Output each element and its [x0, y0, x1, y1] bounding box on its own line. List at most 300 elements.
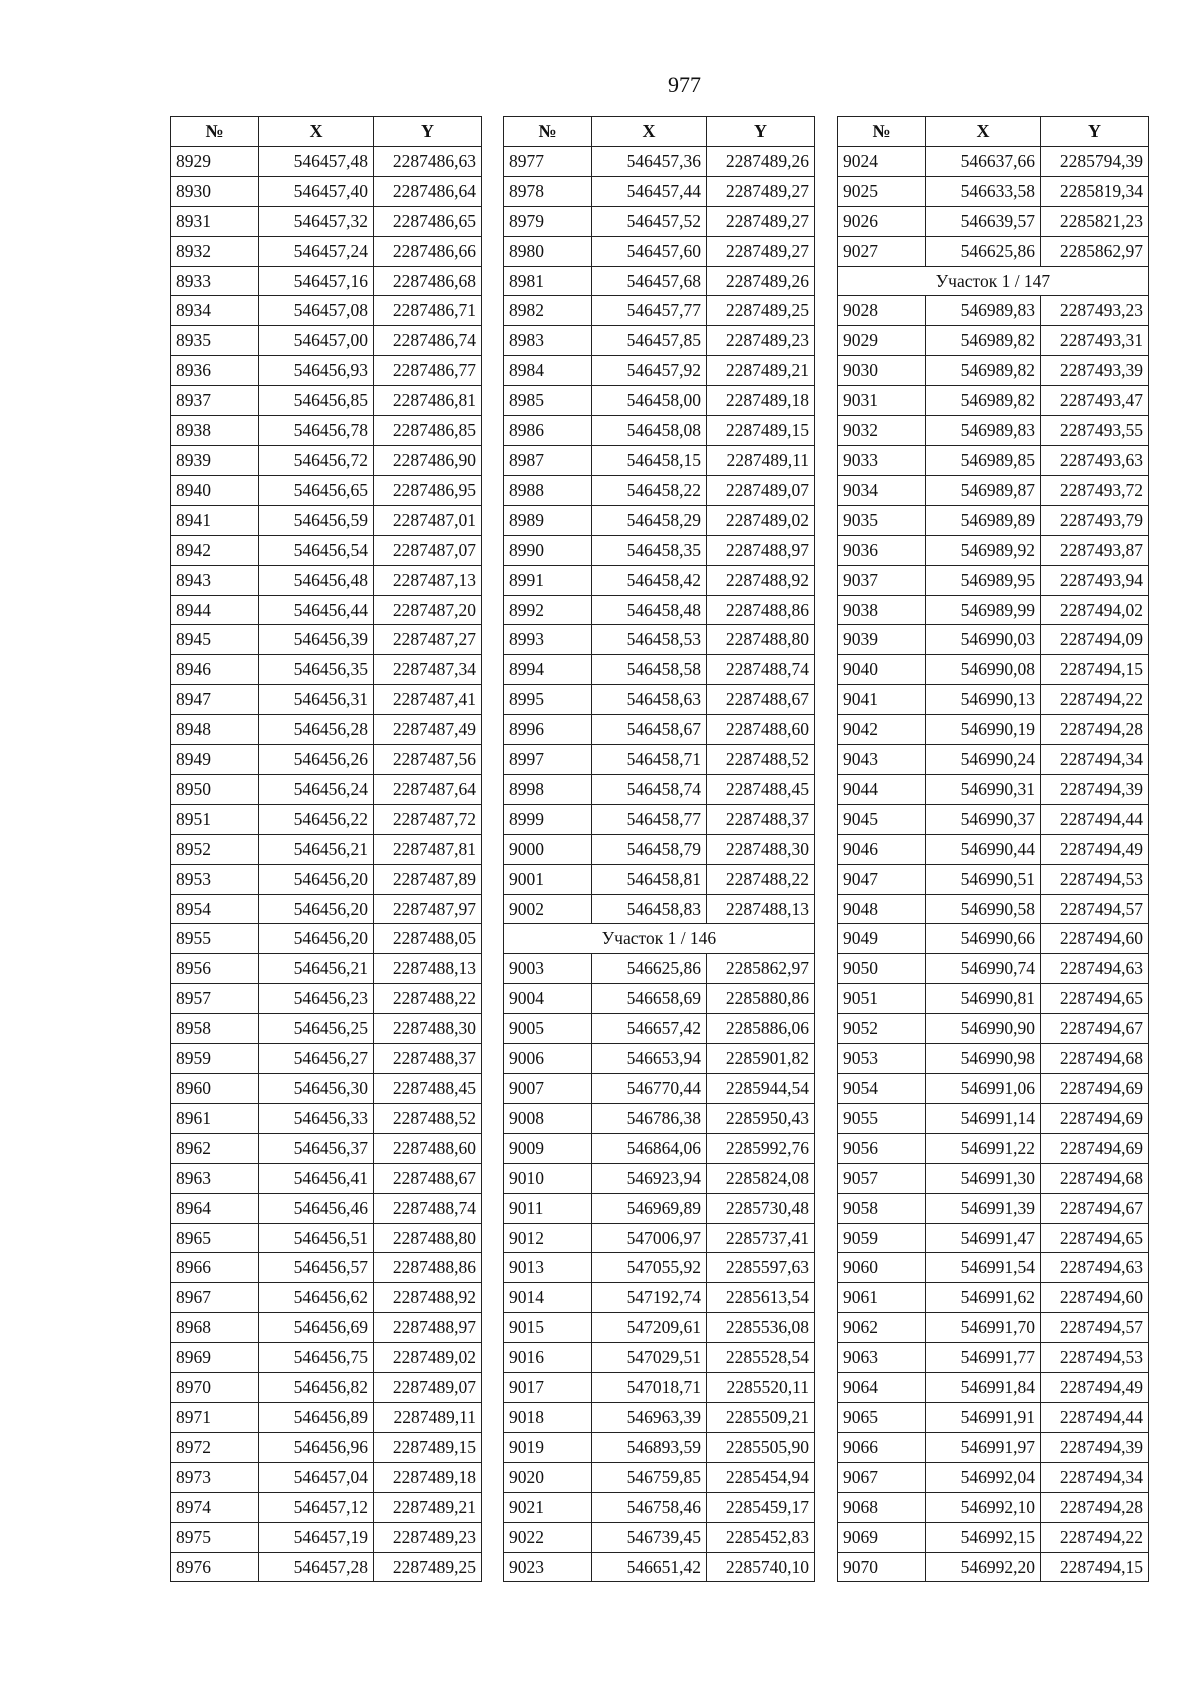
table-row	[838, 206, 1149, 236]
table-row	[838, 176, 1149, 206]
table-row	[504, 774, 815, 804]
table-row	[838, 864, 1149, 894]
section-row	[838, 266, 1149, 296]
x-coordinate-cell: 546456,48	[259, 565, 374, 595]
table-row	[504, 1014, 815, 1044]
y-coordinate-cell: 2287486,64	[374, 176, 482, 206]
point-number-cell: 9036	[838, 535, 926, 565]
point-number-cell: 9001	[504, 864, 592, 894]
y-coordinate-cell: 2287493,87	[1041, 535, 1149, 565]
y-coordinate-cell: 2287488,74	[707, 655, 815, 685]
y-coordinate-cell: 2285730,48	[707, 1193, 815, 1223]
y-coordinate-cell: 2287493,94	[1041, 565, 1149, 595]
y-coordinate-cell: 2287494,49	[1041, 834, 1149, 864]
table-row	[171, 655, 482, 685]
table-row	[171, 984, 482, 1014]
y-coordinate-cell: 2287487,56	[374, 745, 482, 775]
x-coordinate-cell: 546457,08	[259, 296, 374, 326]
table-row	[171, 864, 482, 894]
y-coordinate-cell: 2285794,39	[1041, 146, 1149, 176]
x-coordinate-cell: 546991,77	[926, 1343, 1041, 1373]
point-number-cell: 9000	[504, 834, 592, 864]
x-coordinate-cell: 547006,97	[592, 1223, 707, 1253]
point-number-cell: 9004	[504, 984, 592, 1014]
y-coordinate-cell: 2287488,30	[707, 834, 815, 864]
point-number-cell: 9025	[838, 176, 926, 206]
point-number-cell: 9010	[504, 1163, 592, 1193]
table-header-row	[171, 117, 482, 147]
table-row	[171, 1014, 482, 1044]
x-coordinate-cell: 546457,28	[259, 1552, 374, 1582]
x-coordinate-cell: 546758,46	[592, 1492, 707, 1522]
point-number-cell: 9028	[838, 296, 926, 326]
x-coordinate-cell: 546458,71	[592, 745, 707, 775]
point-number-cell: 9052	[838, 1014, 926, 1044]
point-number-cell: 9006	[504, 1044, 592, 1074]
table-row	[171, 834, 482, 864]
point-number-cell: 8941	[171, 505, 259, 535]
y-coordinate-cell: 2285613,54	[707, 1283, 815, 1313]
y-coordinate-cell: 2285454,94	[707, 1462, 815, 1492]
x-coordinate-cell: 546457,77	[592, 296, 707, 326]
table-row	[171, 326, 482, 356]
point-number-cell: 8942	[171, 535, 259, 565]
x-coordinate-cell: 546990,37	[926, 804, 1041, 834]
table-row	[838, 1014, 1149, 1044]
table-row	[838, 1253, 1149, 1283]
table-row	[504, 356, 815, 386]
table-row	[504, 1552, 815, 1582]
point-number-cell: 8952	[171, 834, 259, 864]
table-row	[838, 1492, 1149, 1522]
y-coordinate-cell: 2287494,49	[1041, 1373, 1149, 1403]
x-coordinate-cell: 546991,91	[926, 1402, 1041, 1432]
x-coordinate-cell: 546990,19	[926, 715, 1041, 745]
table-row	[171, 1044, 482, 1074]
point-number-cell: 8958	[171, 1014, 259, 1044]
x-coordinate-cell: 546456,85	[259, 386, 374, 416]
point-number-cell: 8981	[504, 266, 592, 296]
y-coordinate-cell: 2287494,39	[1041, 774, 1149, 804]
point-number-cell: 9045	[838, 804, 926, 834]
point-number-cell: 8956	[171, 954, 259, 984]
x-coordinate-cell: 546456,20	[259, 924, 374, 954]
table-row	[504, 1462, 815, 1492]
y-coordinate-cell: 2287489,18	[707, 386, 815, 416]
y-coordinate-cell: 2287488,97	[707, 535, 815, 565]
y-coordinate-cell: 2287494,69	[1041, 1074, 1149, 1104]
table-row	[838, 505, 1149, 535]
x-coordinate-cell: 546458,29	[592, 505, 707, 535]
y-coordinate-cell: 2287488,13	[374, 954, 482, 984]
point-number-cell: 9003	[504, 954, 592, 984]
table-row	[504, 1163, 815, 1193]
point-number-cell: 8997	[504, 745, 592, 775]
y-coordinate-cell: 2287488,22	[707, 864, 815, 894]
table-row	[171, 505, 482, 535]
point-number-cell: 9058	[838, 1193, 926, 1223]
point-number-cell: 8943	[171, 565, 259, 595]
x-coordinate-cell: 546457,52	[592, 206, 707, 236]
table-row	[838, 1103, 1149, 1133]
table-row	[504, 326, 815, 356]
table-row	[504, 1432, 815, 1462]
point-number-cell: 8960	[171, 1074, 259, 1104]
coordinates-table-1	[170, 116, 482, 1582]
x-coordinate-cell: 546770,44	[592, 1074, 707, 1104]
table-row	[838, 894, 1149, 924]
table-row	[504, 1283, 815, 1313]
x-coordinate-cell: 546990,44	[926, 834, 1041, 864]
y-coordinate-cell: 2287494,15	[1041, 1552, 1149, 1582]
table-row	[171, 386, 482, 416]
y-coordinate-cell: 2287494,22	[1041, 1522, 1149, 1552]
point-number-cell: 9009	[504, 1133, 592, 1163]
point-number-cell: 8990	[504, 535, 592, 565]
x-coordinate-cell: 546456,41	[259, 1163, 374, 1193]
y-coordinate-cell: 2287488,45	[707, 774, 815, 804]
page-number: 977	[668, 72, 701, 97]
header-y: Y	[707, 117, 815, 147]
y-coordinate-cell: 2287494,60	[1041, 1283, 1149, 1313]
coordinates-table-2	[503, 116, 815, 1582]
table-row	[171, 1163, 482, 1193]
point-number-cell: 9070	[838, 1552, 926, 1582]
table-row	[171, 894, 482, 924]
y-coordinate-cell: 2287494,53	[1041, 864, 1149, 894]
x-coordinate-cell: 546658,69	[592, 984, 707, 1014]
point-number-cell: 8937	[171, 386, 259, 416]
table-row	[838, 326, 1149, 356]
point-number-cell: 8931	[171, 206, 259, 236]
x-coordinate-cell: 546990,81	[926, 984, 1041, 1014]
y-coordinate-cell: 2287487,97	[374, 894, 482, 924]
y-coordinate-cell: 2287487,13	[374, 565, 482, 595]
y-coordinate-cell: 2287489,18	[374, 1462, 482, 1492]
table-row	[838, 1074, 1149, 1104]
y-coordinate-cell: 2287487,07	[374, 535, 482, 565]
x-coordinate-cell: 546456,46	[259, 1193, 374, 1223]
x-coordinate-cell: 546457,85	[592, 326, 707, 356]
point-number-cell: 9029	[838, 326, 926, 356]
y-coordinate-cell: 2287489,26	[707, 266, 815, 296]
point-number-cell: 8967	[171, 1283, 259, 1313]
table-row	[171, 924, 482, 954]
x-coordinate-cell: 546653,94	[592, 1044, 707, 1074]
point-number-cell: 8973	[171, 1462, 259, 1492]
x-coordinate-cell: 546992,04	[926, 1462, 1041, 1492]
point-number-cell: 8977	[504, 146, 592, 176]
point-number-cell: 8989	[504, 505, 592, 535]
y-coordinate-cell: 2287494,68	[1041, 1044, 1149, 1074]
y-coordinate-cell: 2287494,02	[1041, 595, 1149, 625]
table-row	[838, 954, 1149, 984]
point-number-cell: 8964	[171, 1193, 259, 1223]
x-coordinate-cell: 546458,48	[592, 595, 707, 625]
table-row	[838, 146, 1149, 176]
table-row	[171, 1103, 482, 1133]
table-row	[504, 1074, 815, 1104]
x-coordinate-cell: 546457,19	[259, 1522, 374, 1552]
table-row	[504, 1492, 815, 1522]
y-coordinate-cell: 2287488,60	[374, 1133, 482, 1163]
table-row	[838, 445, 1149, 475]
x-coordinate-cell: 546759,85	[592, 1462, 707, 1492]
point-number-cell: 8947	[171, 685, 259, 715]
x-coordinate-cell: 546457,00	[259, 326, 374, 356]
y-coordinate-cell: 2287488,74	[374, 1193, 482, 1223]
point-number-cell: 9038	[838, 595, 926, 625]
table-row	[504, 804, 815, 834]
y-coordinate-cell: 2287494,15	[1041, 655, 1149, 685]
y-coordinate-cell: 2287489,25	[374, 1552, 482, 1582]
table-row	[838, 386, 1149, 416]
table-row	[504, 565, 815, 595]
point-number-cell: 8962	[171, 1133, 259, 1163]
table-row	[838, 804, 1149, 834]
x-coordinate-cell: 546457,12	[259, 1492, 374, 1522]
table-row	[838, 745, 1149, 775]
point-number-cell: 9015	[504, 1313, 592, 1343]
table-row	[171, 176, 482, 206]
x-coordinate-cell: 546457,60	[592, 236, 707, 266]
y-coordinate-cell: 2287487,27	[374, 625, 482, 655]
x-coordinate-cell: 546990,51	[926, 864, 1041, 894]
table-row	[504, 475, 815, 505]
y-coordinate-cell: 2287489,11	[707, 445, 815, 475]
x-coordinate-cell: 546991,47	[926, 1223, 1041, 1253]
x-coordinate-cell: 546989,85	[926, 445, 1041, 475]
table-row	[838, 1373, 1149, 1403]
point-number-cell: 9061	[838, 1283, 926, 1313]
point-number-cell: 8939	[171, 445, 259, 475]
point-number-cell: 9018	[504, 1402, 592, 1432]
table-row	[504, 445, 815, 475]
y-coordinate-cell: 2285992,76	[707, 1133, 815, 1163]
table-row	[838, 1193, 1149, 1223]
point-number-cell: 8930	[171, 176, 259, 206]
x-coordinate-cell: 546456,44	[259, 595, 374, 625]
y-coordinate-cell: 2285862,97	[707, 954, 815, 984]
point-number-cell: 9060	[838, 1253, 926, 1283]
point-number-cell: 9046	[838, 834, 926, 864]
point-number-cell: 8945	[171, 625, 259, 655]
y-coordinate-cell: 2287486,77	[374, 356, 482, 386]
table-row	[838, 1133, 1149, 1163]
table-row	[171, 1402, 482, 1432]
point-number-cell: 9031	[838, 386, 926, 416]
point-number-cell: 8940	[171, 475, 259, 505]
x-coordinate-cell: 546456,21	[259, 954, 374, 984]
x-coordinate-cell: 546458,08	[592, 416, 707, 446]
y-coordinate-cell: 2285459,17	[707, 1492, 815, 1522]
table-row	[838, 984, 1149, 1014]
x-coordinate-cell: 546456,25	[259, 1014, 374, 1044]
table-row	[838, 1163, 1149, 1193]
point-number-cell: 8951	[171, 804, 259, 834]
table-header-row	[504, 117, 815, 147]
point-number-cell: 9019	[504, 1432, 592, 1462]
y-coordinate-cell: 2287486,63	[374, 146, 482, 176]
table-row	[504, 236, 815, 266]
point-number-cell: 8968	[171, 1313, 259, 1343]
x-coordinate-cell: 546639,57	[926, 206, 1041, 236]
x-coordinate-cell: 546989,89	[926, 505, 1041, 535]
x-coordinate-cell: 546456,96	[259, 1432, 374, 1462]
table-row	[504, 595, 815, 625]
table-row	[504, 296, 815, 326]
table-row	[838, 416, 1149, 446]
x-coordinate-cell: 546456,69	[259, 1313, 374, 1343]
y-coordinate-cell: 2285901,82	[707, 1044, 815, 1074]
table-row	[504, 984, 815, 1014]
table-row	[838, 924, 1149, 954]
table-row	[504, 1522, 815, 1552]
point-number-cell: 9027	[838, 236, 926, 266]
y-coordinate-cell: 2287494,68	[1041, 1163, 1149, 1193]
y-coordinate-cell: 2287488,92	[707, 565, 815, 595]
x-coordinate-cell: 546456,82	[259, 1373, 374, 1403]
y-coordinate-cell: 2287494,69	[1041, 1103, 1149, 1133]
x-coordinate-cell: 546990,74	[926, 954, 1041, 984]
table-row	[171, 535, 482, 565]
y-coordinate-cell: 2285505,90	[707, 1432, 815, 1462]
table-row	[504, 655, 815, 685]
x-coordinate-cell: 546457,24	[259, 236, 374, 266]
x-coordinate-cell: 546456,72	[259, 445, 374, 475]
x-coordinate-cell: 547018,71	[592, 1373, 707, 1403]
table-row	[504, 625, 815, 655]
y-coordinate-cell: 2285886,06	[707, 1014, 815, 1044]
x-coordinate-cell: 546458,74	[592, 774, 707, 804]
table-row	[838, 1343, 1149, 1373]
x-coordinate-cell: 546458,81	[592, 864, 707, 894]
point-number-cell: 9056	[838, 1133, 926, 1163]
table-row	[171, 625, 482, 655]
table-row	[504, 685, 815, 715]
section-row	[504, 924, 815, 954]
point-number-cell: 8948	[171, 715, 259, 745]
section-label: Участок 1 / 146	[504, 924, 815, 954]
point-number-cell: 8970	[171, 1373, 259, 1403]
x-coordinate-cell: 546989,95	[926, 565, 1041, 595]
y-coordinate-cell: 2287486,71	[374, 296, 482, 326]
point-number-cell: 8929	[171, 146, 259, 176]
point-number-cell: 8984	[504, 356, 592, 386]
table-row	[504, 1103, 815, 1133]
x-coordinate-cell: 546989,99	[926, 595, 1041, 625]
table-row	[171, 774, 482, 804]
table-row	[838, 1432, 1149, 1462]
y-coordinate-cell: 2287494,28	[1041, 715, 1149, 745]
y-coordinate-cell: 2287488,37	[374, 1044, 482, 1074]
x-coordinate-cell: 546456,31	[259, 685, 374, 715]
y-coordinate-cell: 2287488,92	[374, 1283, 482, 1313]
y-coordinate-cell: 2287488,97	[374, 1313, 482, 1343]
table-row	[171, 356, 482, 386]
point-number-cell: 9049	[838, 924, 926, 954]
y-coordinate-cell: 2287487,49	[374, 715, 482, 745]
y-coordinate-cell: 2285740,10	[707, 1552, 815, 1582]
x-coordinate-cell: 546633,58	[926, 176, 1041, 206]
y-coordinate-cell: 2287494,65	[1041, 1223, 1149, 1253]
point-number-cell: 9037	[838, 565, 926, 595]
table-row	[838, 475, 1149, 505]
point-number-cell: 8994	[504, 655, 592, 685]
x-coordinate-cell: 546990,98	[926, 1044, 1041, 1074]
x-coordinate-cell: 546456,23	[259, 984, 374, 1014]
y-coordinate-cell: 2287488,37	[707, 804, 815, 834]
y-coordinate-cell: 2287489,26	[707, 146, 815, 176]
x-coordinate-cell: 546457,04	[259, 1462, 374, 1492]
x-coordinate-cell: 546637,66	[926, 146, 1041, 176]
table-row	[504, 864, 815, 894]
table-row	[504, 894, 815, 924]
table-row	[171, 1522, 482, 1552]
y-coordinate-cell: 2285536,08	[707, 1313, 815, 1343]
y-coordinate-cell: 2285520,11	[707, 1373, 815, 1403]
point-number-cell: 8980	[504, 236, 592, 266]
x-coordinate-cell: 546989,87	[926, 475, 1041, 505]
x-coordinate-cell: 546992,20	[926, 1552, 1041, 1582]
x-coordinate-cell: 546625,86	[926, 236, 1041, 266]
header-x: X	[592, 117, 707, 147]
table-row	[171, 236, 482, 266]
point-number-cell: 8991	[504, 565, 592, 595]
point-number-cell: 9066	[838, 1432, 926, 1462]
table-row	[504, 176, 815, 206]
y-coordinate-cell: 2287489,27	[707, 176, 815, 206]
x-coordinate-cell: 546456,28	[259, 715, 374, 745]
x-coordinate-cell: 546991,22	[926, 1133, 1041, 1163]
point-number-cell: 9013	[504, 1253, 592, 1283]
y-coordinate-cell: 2287494,09	[1041, 625, 1149, 655]
point-number-cell: 9068	[838, 1492, 926, 1522]
y-coordinate-cell: 2287488,45	[374, 1074, 482, 1104]
table-row	[504, 1373, 815, 1403]
y-coordinate-cell: 2287489,07	[374, 1373, 482, 1403]
table-row	[504, 206, 815, 236]
point-number-cell: 9048	[838, 894, 926, 924]
y-coordinate-cell: 2285819,34	[1041, 176, 1149, 206]
point-number-cell: 8949	[171, 745, 259, 775]
table-row	[171, 1492, 482, 1522]
point-number-cell: 9024	[838, 146, 926, 176]
table-row	[838, 625, 1149, 655]
x-coordinate-cell: 546991,70	[926, 1313, 1041, 1343]
x-coordinate-cell: 546456,78	[259, 416, 374, 446]
y-coordinate-cell: 2285950,43	[707, 1103, 815, 1133]
table-row	[504, 715, 815, 745]
point-number-cell: 8933	[171, 266, 259, 296]
y-coordinate-cell: 2287494,67	[1041, 1014, 1149, 1044]
point-number-cell: 9017	[504, 1373, 592, 1403]
point-number-cell: 9032	[838, 416, 926, 446]
y-coordinate-cell: 2287489,27	[707, 236, 815, 266]
x-coordinate-cell: 546963,39	[592, 1402, 707, 1432]
x-coordinate-cell: 546991,06	[926, 1074, 1041, 1104]
x-coordinate-cell: 546457,16	[259, 266, 374, 296]
point-number-cell: 9007	[504, 1074, 592, 1104]
x-coordinate-cell: 546989,92	[926, 535, 1041, 565]
x-coordinate-cell: 546456,62	[259, 1283, 374, 1313]
x-coordinate-cell: 546456,51	[259, 1223, 374, 1253]
point-number-cell: 8972	[171, 1432, 259, 1462]
table-row	[838, 535, 1149, 565]
x-coordinate-cell: 546991,62	[926, 1283, 1041, 1313]
header-x: X	[259, 117, 374, 147]
y-coordinate-cell: 2287488,05	[374, 924, 482, 954]
